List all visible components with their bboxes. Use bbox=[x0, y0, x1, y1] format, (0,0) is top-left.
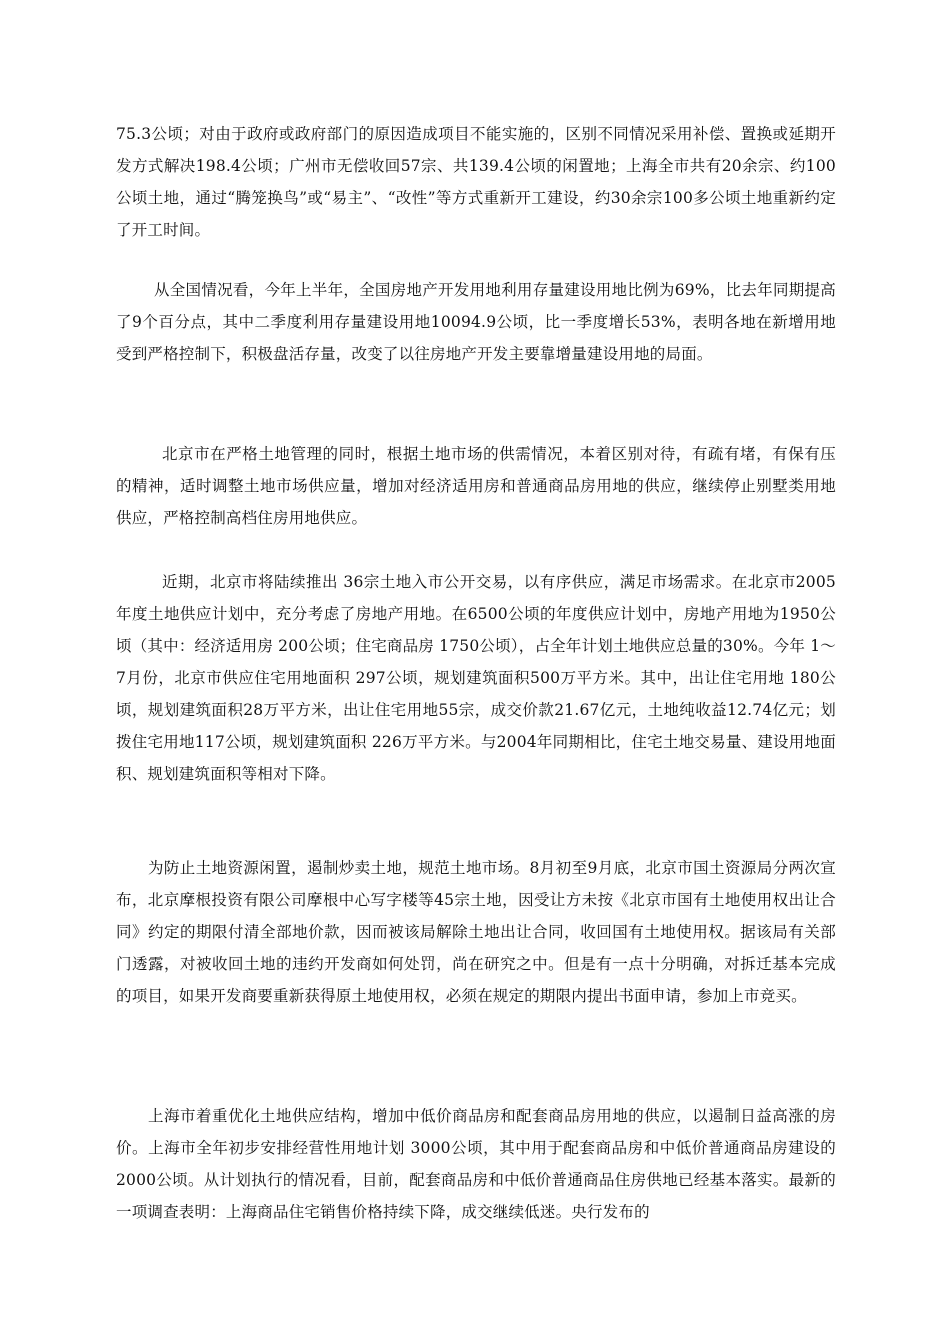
paragraph-shanghai-supply-structure: 上海市着重优化土地供应结构，增加中低价商品房和配套商品房用地的供应，以遏制日益高涨的房价。上海市全年初步安排经营性用地计划 3000公顷，其中用于配套商品房和中低价普通商品房建设的 2000公顷。从计划执行的情况看，目前，配套商品房和中低价普通商品住房供地已经基本落实。最新的一项调查表明：上海商品住宅销售价格持续下降，成交继续低迷。央行发布的 bbox=[116, 1107, 836, 1221]
paragraph-idle-land-prevention: 为防止土地资源闲置，遏制炒卖土地，规范土地市场。8月初至9月底，北京市国土资源局分两次宣布，北京摩根投资有限公司摩根中心写字楼等45宗土地，因受让方未按《北京市国有土地使用权出让合同》约定的期限付清全部地价款，因而被该局解除土地出让合同，收回国有土地使用权。据该局有关部门透露，对被收回土地的违约开发商如何处罚，尚在研究之中。但是有一点十分明确，对拆迁基本完成的项目，如果开发商要重新获得原土地使用权，必须在规定的期限内提出书面申请，参加上市竞买。 bbox=[116, 859, 836, 1005]
paragraph-beijing-land-management: 北京市在严格土地管理的同时，根据土地市场的供需情况，本着区别对待，有疏有堵，有保有压的精神，适时调整土地市场供应量，增加对经济适用房和普通商品房用地的供应，继续停止别墅类用地供应，严格控制高档住房用地供应。 bbox=[116, 445, 836, 527]
paragraph-beijing-land-supply: 近期，北京市将陆续推出 36宗土地入市公开交易，以有序供应，满足市场需求。在北京市2005年度土地供应计划中，充分考虑了房地产用地。在6500公顷的年度供应计划中，房地产用地为1950公顷（其中：经济适用房 200公顷；住宅商品房 1750公顷），占全年计划土地供应总量的30%。今年 1～7月份，北京市供应住宅用地面积 297公顷，规划建筑面积500万平方米。其中，出让住宅用地 180公顷，规划建筑面积28万平方米，出让住宅用地55宗，成交价款21.67亿元，土地纯收益12.74亿元；划拨住宅用地117公顷，规划建筑面积 226万平方米。与2004年同期相比，住宅土地交易量、建设用地面积、规划建筑面积等相对下降。 bbox=[116, 573, 836, 783]
paragraph-national-situation: 从全国情况看，今年上半年，全国房地产开发用地利用存量建设用地比例为69%，比去年同期提高了9个百分点，其中二季度利用存量建设用地10094.9公顷，比一季度增长53%，表明各地在新增用地受到严格控制下，积极盘活存量，改变了以往房地产开发主要靠增量建设用地的局面。 bbox=[116, 281, 836, 363]
paragraph-land-disposal: 75.3公顷；对由于政府或政府部门的原因造成项目不能实施的，区别不同情况采用补偿、置换或延期开发方式解决198.4公顷；广州市无偿收回57宗、共139.4公顷的闲置地；上海全市共有20余宗、约100公顷土地，通过“腾笼换鸟”或“易主”、“改性”等方式重新开工建设，约30余宗100多公顷土地重新约定了开工时间。 bbox=[116, 125, 836, 239]
